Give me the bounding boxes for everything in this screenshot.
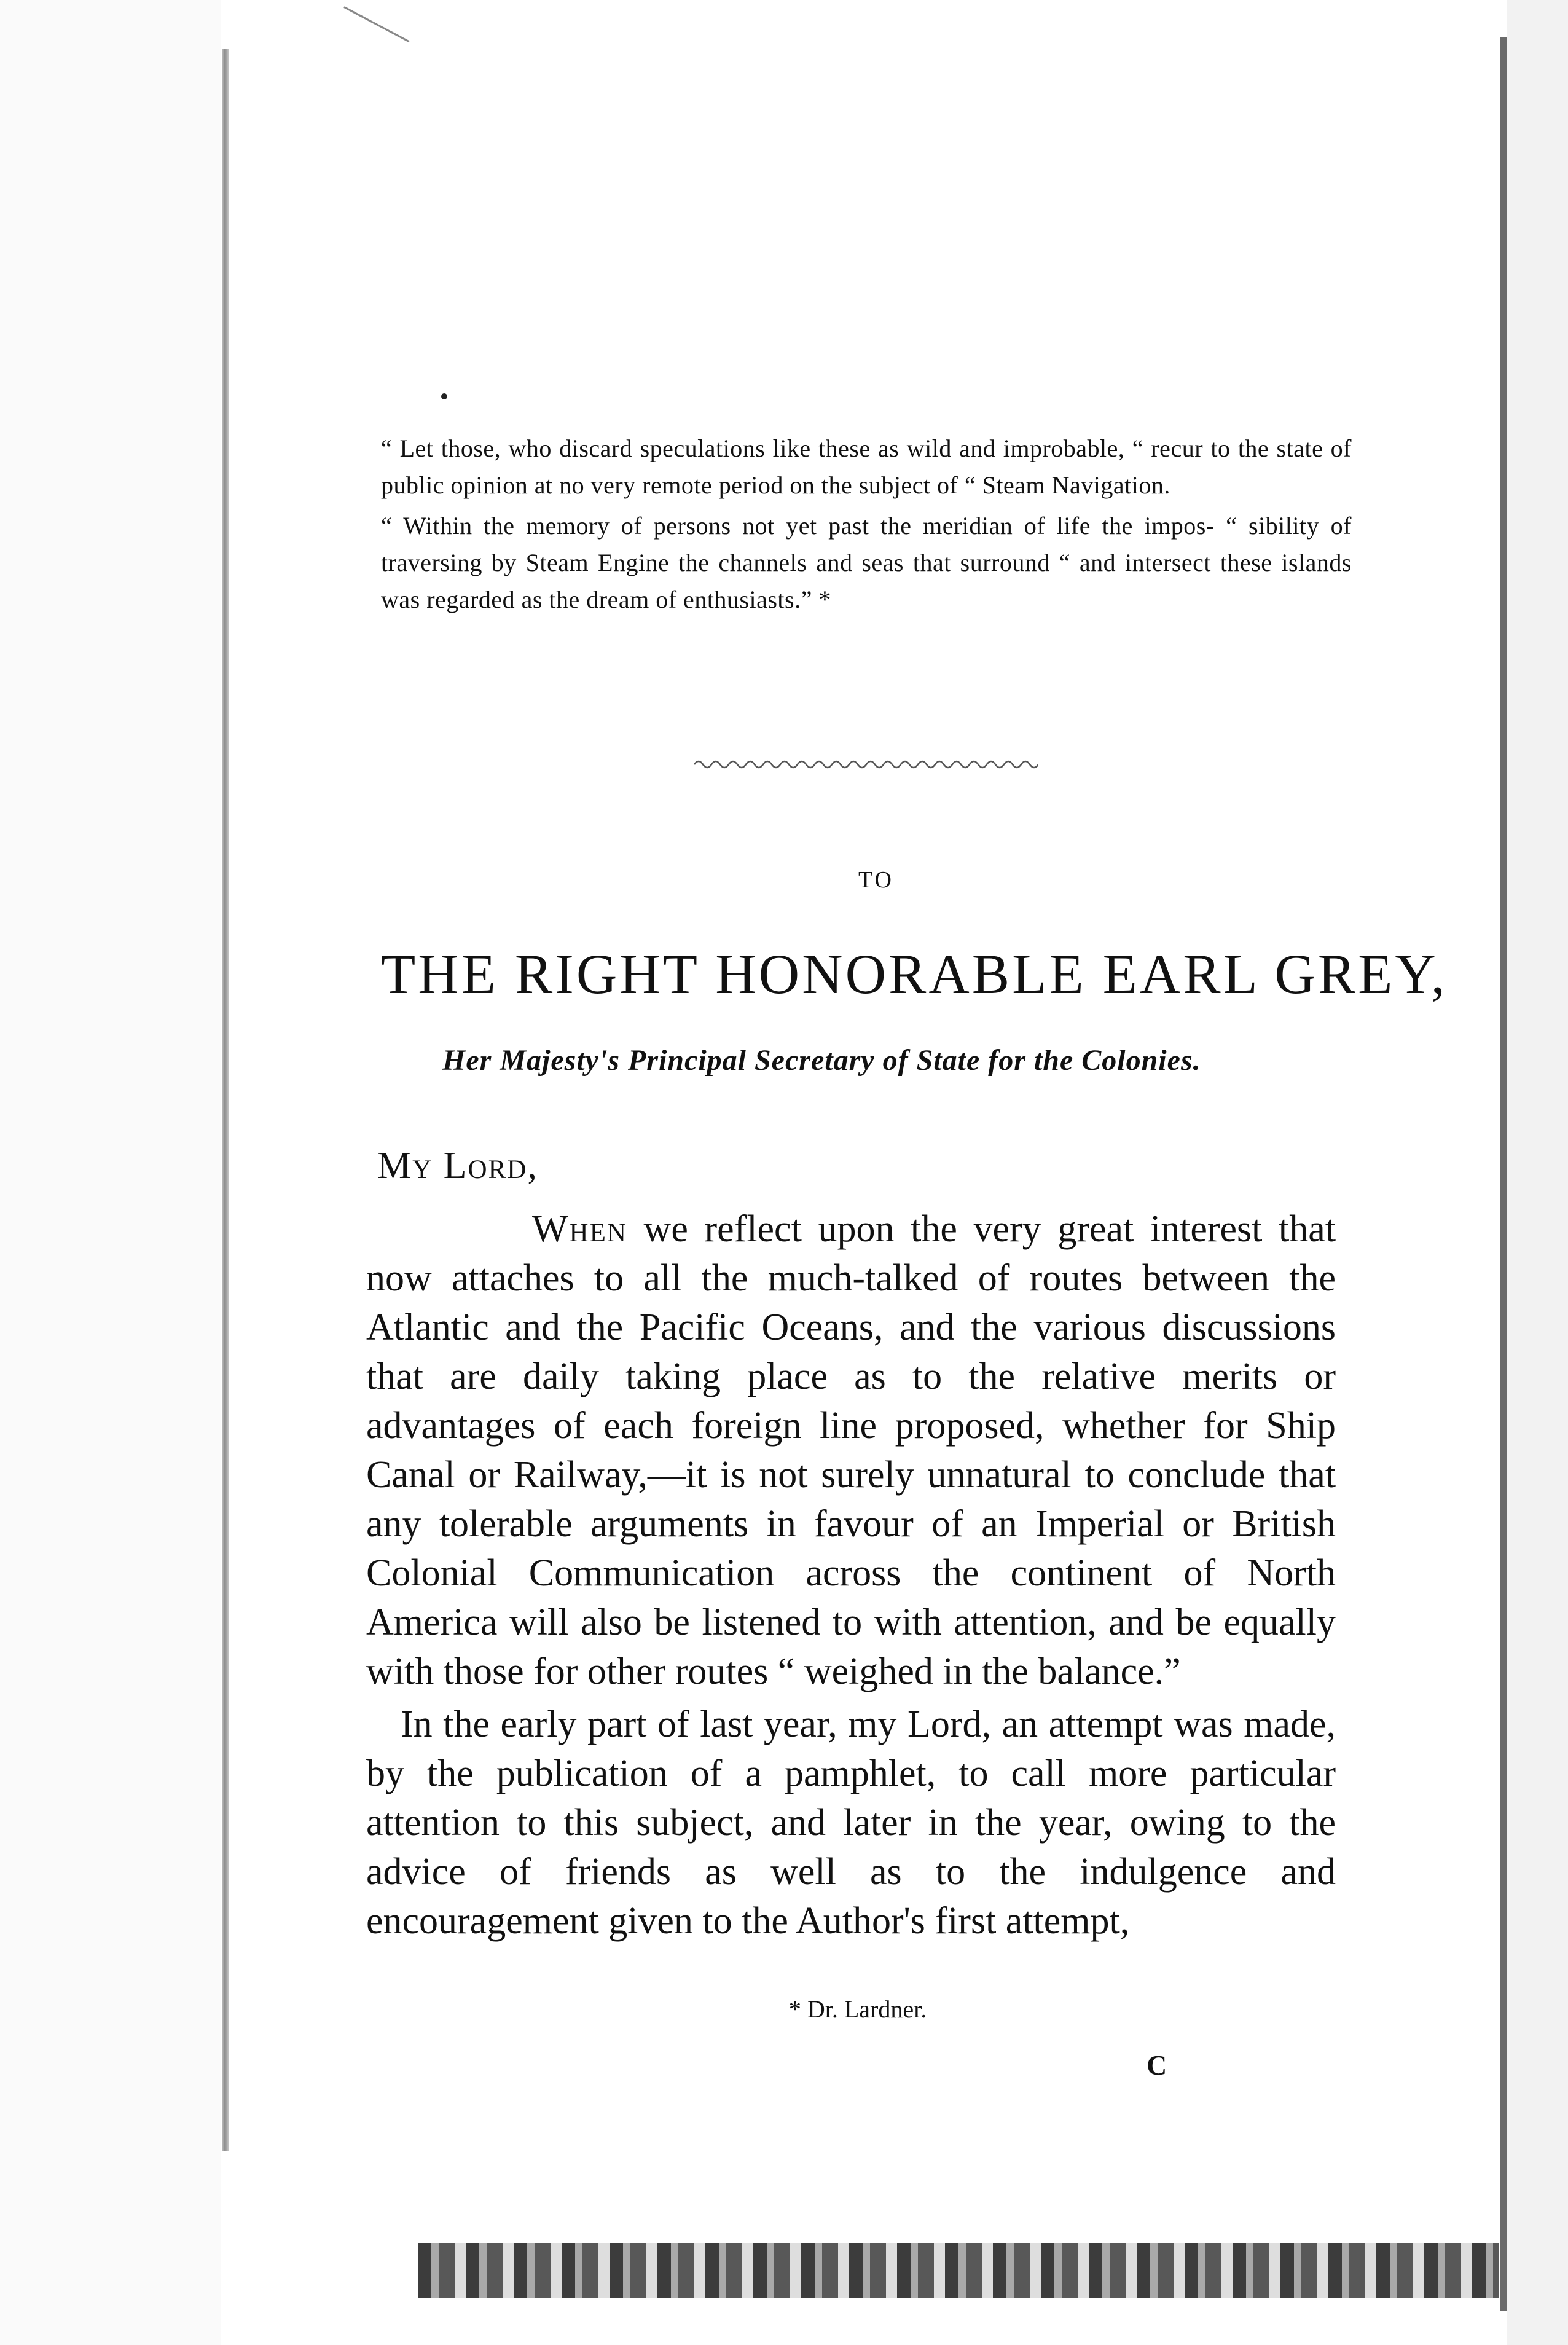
dedication-to: TO — [858, 867, 894, 893]
letter-salutation: My Lord, — [377, 1145, 538, 1187]
dedication-title: Her Majesty's Principal Secretary of State for the Colonies. — [442, 1044, 1201, 1077]
epigraph-quote — [381, 430, 1352, 618]
paragraph-lead-word: When — [532, 1208, 627, 1250]
page-edge-shadow — [1500, 37, 1507, 2311]
letter-body — [366, 1204, 1336, 1946]
scan-left-margin — [0, 0, 221, 2345]
epigraph-paragraph: “ Within the memory of persons not yet past the meridian of life the impos- “ sibility of traversing by Steam Engine the channels and seas that surround “ and intersect these islands was regarded as the dream of enthusiasts.” * — [381, 512, 1352, 613]
scan-bottom-edge — [418, 2243, 1499, 2298]
wavy-rule-ornament — [694, 757, 1038, 772]
paragraph-text: we reflect upon the very great interest that now attaches to all the much-talked of routes between the Atlantic and the Pacific Oceans, and the various discussions that are daily taking place as to the relative merits or advantages of each foreign line proposed, whether for Ship Canal or Railway,—it is not surely unnatural to conclude that any tolerable arguments in favour of an Imperial or British Colonial Communication across the continent of North America will also be listened to with attention, and be equally with those for other routes “ weighed in the balance.” — [366, 1208, 1336, 1692]
book-spine-shadow — [222, 49, 229, 2151]
epigraph-paragraph: “ Let those, who discard speculations like these as wild and improbable, “ recur to the state of public opinion at no very remote period on the subject of “ Steam Navigation. — [381, 434, 1352, 499]
signature-mark: C — [1147, 2049, 1167, 2081]
footnote: * Dr. Lardner. — [788, 1995, 927, 2023]
scan-right-margin — [1507, 0, 1568, 2345]
dedication-addressee: THE RIGHT HONORABLE EARL GREY, — [381, 943, 1448, 1005]
letter-paragraph: In the early part of last year, my Lord, an attempt was made, by the publication of a pamphlet, to call more particular attention to this subject, and later in the year, owing to the advice of friends as well as to the indulgence and encouragement given to the Author's first attempt, — [366, 1703, 1336, 1942]
letter-paragraph — [366, 1204, 1336, 1696]
scan-scratch — [343, 6, 409, 42]
ink-speck — [441, 393, 447, 399]
